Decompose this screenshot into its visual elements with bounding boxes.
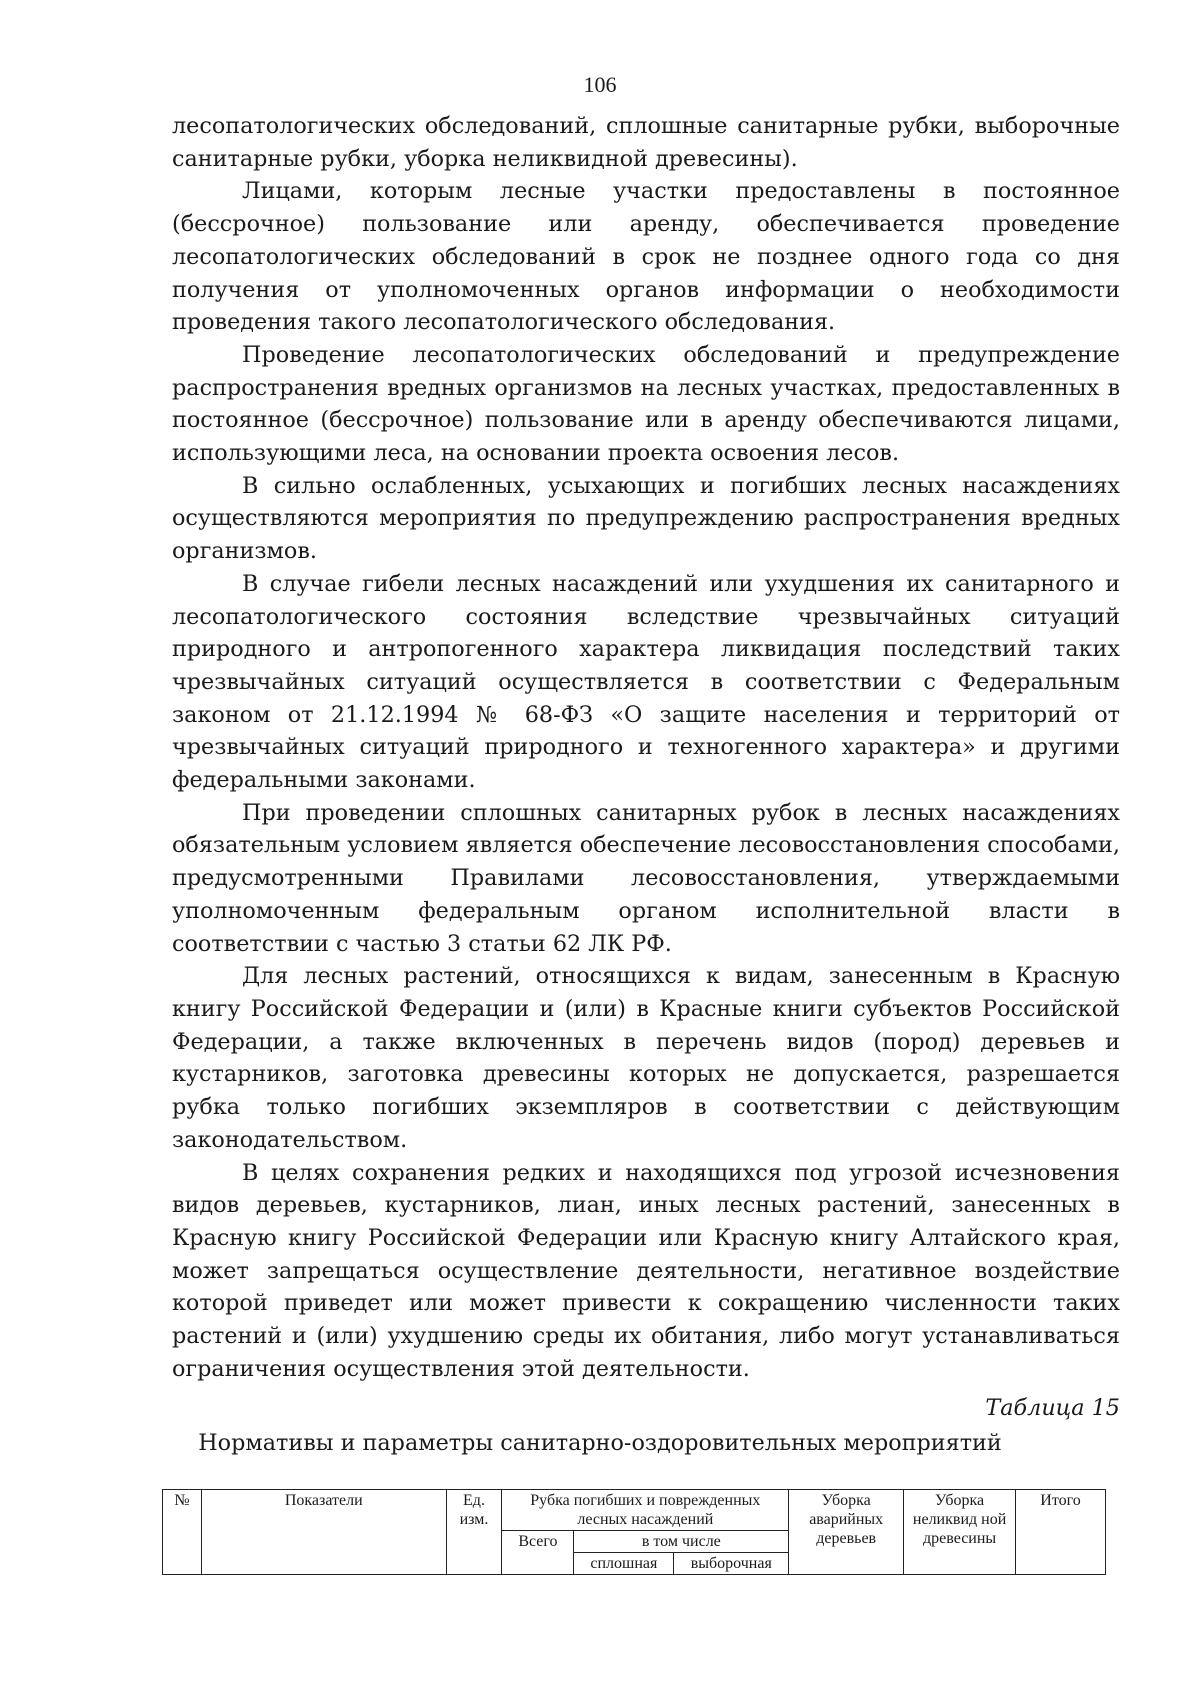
header-selective: выборочная: [674, 1553, 789, 1575]
paragraph: При проведении сплошных санитарных рубок в лесных насаждениях обязательным условием является обеспечение лесовосстановления способами, предусмотренными Правилами лесовосстановления, утверждаемыми уполномоченным федеральным органом исполнительной власти в соответствии с частью 3 статьи 62 ЛК РФ.: [172, 799, 1120, 957]
page-number: 106: [583, 72, 617, 97]
paragraph: Для лесных растений, относящихся к видам, занесенным в Красную книгу Российской Федерации и (или) в Красные книги субъектов Российской Федерации, а также включенных в перечень видов (пород) деревьев и кустарников, заготовка древесины которых не допускается, разрешается рубка только погибших экземпляров в соответствии с действующим законодательством.: [172, 963, 1120, 1153]
header-clear: сплошная: [574, 1553, 674, 1575]
header-unit: Ед. изм.: [446, 1490, 502, 1575]
header-illiquid: Уборка неликвид ной древесины: [904, 1490, 1016, 1575]
norms-table: [162, 1489, 1106, 1575]
table-title: Нормативы и параметры санитарно-оздоровительных мероприятий: [198, 1430, 1002, 1456]
header-including: в том числе: [574, 1531, 789, 1553]
paragraph: В целях сохранения редких и находящихся под угрозой исчезновения видов деревьев, кустарников, лиан, иных лесных растений, занесенных в Красную книгу Российской Федерации или Красную книгу Алтайского края, может запрещаться осуществление деятельности, негативное воздействие которой приведет или может привести к сокращению численности таких растений и (или) ухудшению среды их обитания, либо могут устанавливаться ограничения осуществления этой деятельности.: [172, 1159, 1120, 1382]
paragraph: В сильно ослабленных, усыхающих и погибших лесных насаждениях осуществляются мероприятия по предупреждению распространения вредных организмов.: [172, 472, 1120, 565]
header-total: Всего: [502, 1531, 574, 1575]
paragraph: лесопатологических обследований, сплошные санитарные рубки, выборочные санитарные рубки, уборка неликвидной древесины).: [172, 113, 1120, 172]
header-felling: Рубка погибших и поврежденных лесных насаждений: [502, 1490, 789, 1531]
header-windfall: Уборка аварийных деревьев: [789, 1490, 904, 1575]
body-text: [172, 110, 1120, 1385]
table-caption: Таблица 15: [985, 1395, 1120, 1421]
header-sum: Итого: [1016, 1490, 1106, 1575]
paragraph: В случае гибели лесных насаждений или ухудшения их санитарного и лесопатологического состояния вследствие чрезвычайных ситуаций природного и антропогенного характера ликвидация последствий таких чрезвычайных ситуаций осуществляется в соответствии с Федеральным законом от 21.12.1994 № 68-ФЗ «О защите населения и территорий от чрезвычайных ситуаций природного и техногенного характера» и другими федеральными законами.: [172, 570, 1120, 794]
paragraph: Проведение лесопатологических обследований и предупреждение распространения вредных организмов на лесных участках, предоставленных в постоянное (бессрочное) пользование или в аренду обеспечиваются лицами, использующими леса, на основании проекта освоения лесов.: [172, 341, 1120, 467]
header-indicators: Показатели: [201, 1490, 446, 1575]
paragraph: Лицами, которым лесные участки предоставлены в постоянное (бессрочное) пользование или аренду, обеспечивается проведение лесопатологических обследований в срок не позднее одного года со дня получения от уполномоченных органов информации о необходимости проведения такого лесопатологического обследования.: [172, 178, 1120, 336]
header-num: №: [163, 1490, 202, 1575]
